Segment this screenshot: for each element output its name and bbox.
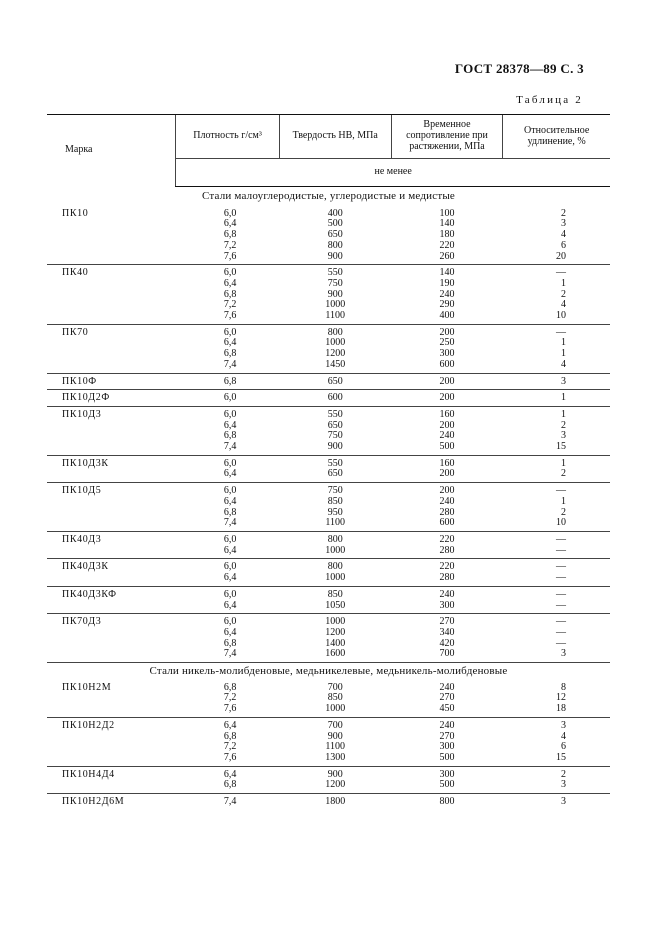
- tensile-cell: 190: [439, 277, 455, 289]
- col-header-density: Плотность г/см³: [176, 115, 279, 159]
- grade-group: [47, 680, 610, 718]
- density-cell: 6,8: [223, 288, 237, 300]
- hardness-cell: 1450: [325, 358, 346, 370]
- elongation-cell: 6: [561, 239, 566, 251]
- hardness-cell: 600: [327, 392, 343, 404]
- table-row: [47, 455, 610, 469]
- elongation-cell: 12: [556, 692, 566, 704]
- grade-group: [47, 406, 610, 455]
- density-cell: 6,0: [223, 588, 237, 600]
- tensile-cell: 240: [439, 719, 455, 731]
- density-cell: 6,0: [223, 408, 237, 420]
- tensile-cell: 240: [439, 681, 455, 693]
- elongation-cell: —: [556, 599, 566, 611]
- elongation-cell: 4: [561, 229, 566, 241]
- tensile-cell: 500: [439, 751, 455, 763]
- elongation-cell: 2: [561, 207, 566, 219]
- grade-name: ПК10Н4Д4: [62, 768, 115, 780]
- elongation-cell: 1: [561, 457, 566, 469]
- grade-name: ПК40Д3К: [62, 561, 109, 573]
- elongation-cell: 1: [561, 392, 566, 404]
- hardness-cell: 800: [327, 326, 343, 338]
- hardness-cell: 950: [327, 506, 343, 518]
- hardness-cell: 550: [327, 457, 343, 469]
- tensile-cell: 250: [439, 337, 455, 349]
- grade-name: ПК70: [62, 326, 89, 338]
- density-cell: 6,8: [223, 637, 237, 649]
- hardness-cell: 1200: [325, 348, 346, 360]
- hardness-cell: 700: [327, 681, 343, 693]
- hardness-cell: 1000: [325, 703, 346, 715]
- tensile-cell: 600: [439, 358, 455, 370]
- grade-name: ПК10Н2М: [62, 681, 112, 693]
- table-row: [47, 531, 610, 545]
- properties-table: [47, 114, 610, 810]
- table-row: [47, 373, 610, 390]
- hardness-cell: 800: [327, 239, 343, 251]
- density-cell: 6,4: [223, 599, 237, 611]
- density-cell: 6,0: [223, 561, 237, 573]
- elongation-cell: —: [556, 588, 566, 600]
- tensile-cell: 140: [439, 218, 455, 230]
- tensile-cell: 160: [439, 408, 455, 420]
- table-row: [47, 766, 610, 780]
- hardness-cell: 1800: [325, 796, 346, 808]
- tensile-cell: 400: [439, 310, 455, 322]
- elongation-cell: 4: [561, 730, 566, 742]
- grade-group: [47, 559, 610, 586]
- tensile-cell: 270: [439, 616, 455, 628]
- grade-group: [47, 483, 610, 532]
- tensile-cell: 160: [439, 457, 455, 469]
- tensile-cell: 600: [439, 517, 455, 529]
- table-row: [47, 406, 610, 420]
- density-cell: 6,4: [223, 277, 237, 289]
- hardness-cell: 500: [327, 218, 343, 230]
- tensile-cell: 300: [439, 741, 455, 753]
- grade-name: ПК10Д2Ф: [62, 392, 110, 404]
- density-cell: 7,4: [223, 648, 237, 660]
- density-cell: 6,8: [223, 375, 237, 387]
- tensile-cell: 270: [439, 730, 455, 742]
- tensile-cell: 240: [439, 430, 455, 442]
- table-row: [47, 483, 610, 497]
- hardness-cell: 1400: [325, 637, 346, 649]
- grade-name: ПК10Ф: [62, 375, 97, 387]
- hardness-cell: 850: [327, 692, 343, 704]
- tensile-cell: 300: [439, 348, 455, 360]
- density-cell: 6,0: [223, 326, 237, 338]
- elongation-cell: —: [556, 626, 566, 638]
- hardness-cell: 1000: [325, 544, 346, 556]
- elongation-cell: 3: [561, 375, 566, 387]
- elongation-cell: 3: [561, 796, 566, 808]
- density-cell: 6,4: [223, 419, 237, 431]
- hardness-cell: 900: [327, 250, 343, 262]
- grade-group: [47, 614, 610, 663]
- density-cell: 6,8: [223, 779, 237, 791]
- col-header-elongation: Относительное удлинение, %: [503, 115, 610, 159]
- hardness-cell: 750: [327, 277, 343, 289]
- tensile-cell: 500: [439, 779, 455, 791]
- elongation-cell: 4: [561, 299, 566, 311]
- grade-name: ПК40Д3: [62, 533, 102, 545]
- density-cell: 7,6: [223, 703, 237, 715]
- table-row: [47, 390, 610, 407]
- col-header-tensile: Временное сопротивление при растяжении, МПа: [391, 115, 503, 159]
- table-row: [47, 586, 610, 600]
- elongation-cell: —: [556, 267, 566, 279]
- density-cell: 6,4: [223, 495, 237, 507]
- hardness-cell: 1000: [325, 337, 346, 349]
- tensile-cell: 220: [439, 533, 455, 545]
- hardness-cell: 1600: [325, 648, 346, 660]
- grade-name: ПК10Д3К: [62, 457, 109, 469]
- density-cell: 6,8: [223, 681, 237, 693]
- elongation-cell: —: [556, 544, 566, 556]
- density-cell: 6,8: [223, 348, 237, 360]
- section-title: Стали никель-молибденовые, медьникелевые, медьникель-молибденовые: [149, 665, 508, 678]
- hardness-cell: 900: [327, 768, 343, 780]
- density-cell: 6,0: [223, 485, 237, 497]
- elongation-cell: 15: [556, 441, 566, 453]
- tensile-cell: 200: [439, 392, 455, 404]
- density-cell: 6,8: [223, 730, 237, 742]
- tensile-cell: 240: [439, 495, 455, 507]
- grade-group: [47, 586, 610, 613]
- hardness-cell: 1000: [325, 572, 346, 584]
- density-cell: 6,0: [223, 457, 237, 469]
- grade-group: [47, 265, 610, 325]
- grade-name: ПК40Д3КФ: [62, 588, 117, 600]
- elongation-cell: 1: [561, 277, 566, 289]
- hardness-cell: 750: [327, 485, 343, 497]
- tensile-cell: 100: [439, 207, 455, 219]
- grade-name: ПК70Д3: [62, 616, 102, 628]
- hardness-cell: 900: [327, 441, 343, 453]
- density-cell: 7,4: [223, 441, 237, 453]
- tensile-cell: 200: [439, 485, 455, 497]
- hardness-cell: 650: [327, 468, 343, 480]
- elongation-cell: —: [556, 561, 566, 573]
- table-caption: Таблица 2: [516, 94, 583, 106]
- hardness-cell: 800: [327, 533, 343, 545]
- tensile-cell: 280: [439, 572, 455, 584]
- section-heading-row: [47, 187, 610, 206]
- tensile-cell: 300: [439, 768, 455, 780]
- density-cell: 7,2: [223, 741, 237, 753]
- hardness-cell: 550: [327, 408, 343, 420]
- tensile-cell: 500: [439, 441, 455, 453]
- elongation-cell: 2: [561, 468, 566, 480]
- density-cell: 6,8: [223, 506, 237, 518]
- hardness-cell: 650: [327, 419, 343, 431]
- section-title: Стали малоуглеродистые, углеродистые и медистые: [201, 190, 455, 202]
- table-row: [47, 794, 610, 810]
- density-cell: 6,8: [223, 229, 237, 241]
- tensile-cell: 180: [439, 229, 455, 241]
- grade-group: [47, 455, 610, 482]
- hardness-cell: 850: [327, 588, 343, 600]
- hardness-cell: 800: [327, 561, 343, 573]
- grade-name: ПК10Д5: [62, 485, 102, 497]
- tensile-cell: 290: [439, 299, 455, 311]
- elongation-cell: 1: [561, 348, 566, 360]
- grade-group: [47, 324, 610, 373]
- elongation-cell: 3: [561, 430, 566, 442]
- tensile-cell: 700: [439, 648, 455, 660]
- elongation-cell: 6: [561, 741, 566, 753]
- density-cell: 6,0: [223, 533, 237, 545]
- grade-group: [47, 717, 610, 766]
- density-cell: 7,4: [223, 358, 237, 370]
- density-cell: 7,4: [223, 517, 237, 529]
- hardness-cell: 1000: [325, 299, 346, 311]
- elongation-cell: —: [556, 485, 566, 497]
- hardness-cell: 650: [327, 375, 343, 387]
- hardness-cell: 1050: [325, 599, 346, 611]
- grade-name: ПК10Н2Д6М: [62, 796, 125, 808]
- tensile-cell: 200: [439, 419, 455, 431]
- tensile-cell: 240: [439, 288, 455, 300]
- elongation-cell: 3: [561, 719, 566, 731]
- grade-name: ПК10: [62, 207, 89, 219]
- table-row: [47, 717, 610, 731]
- table-row: [47, 324, 610, 338]
- density-cell: 7,6: [223, 250, 237, 262]
- elongation-cell: 1: [561, 408, 566, 420]
- table-row: [47, 265, 610, 279]
- elongation-cell: 18: [556, 703, 566, 715]
- tensile-cell: 240: [439, 588, 455, 600]
- elongation-cell: 10: [556, 310, 566, 322]
- grade-group: [47, 206, 610, 265]
- section-heading-row: [47, 663, 610, 680]
- table-row: [47, 559, 610, 573]
- elongation-cell: —: [556, 326, 566, 338]
- grade-name: ПК40: [62, 267, 89, 279]
- tensile-cell: 280: [439, 506, 455, 518]
- hardness-cell: 1100: [325, 517, 346, 529]
- table-row: [47, 680, 610, 694]
- hardness-cell: 900: [327, 730, 343, 742]
- elongation-cell: 2: [561, 288, 566, 300]
- tensile-cell: 220: [439, 561, 455, 573]
- hardness-cell: 900: [327, 288, 343, 300]
- elongation-cell: —: [556, 572, 566, 584]
- hardness-cell: 550: [327, 267, 343, 279]
- elongation-cell: 2: [561, 768, 566, 780]
- density-cell: 6,4: [223, 572, 237, 584]
- elongation-cell: 20: [556, 250, 566, 262]
- density-cell: 7,2: [223, 692, 237, 704]
- elongation-cell: 15: [556, 751, 566, 763]
- density-cell: 6,0: [223, 267, 237, 279]
- grade-group: [47, 390, 610, 407]
- tensile-cell: 800: [439, 796, 455, 808]
- elongation-cell: 8: [561, 681, 566, 693]
- density-cell: 7,6: [223, 751, 237, 763]
- col-header-hardness: Твердость HB, МПа: [279, 115, 391, 159]
- grade-group: [47, 766, 610, 793]
- tensile-cell: 270: [439, 692, 455, 704]
- density-cell: 6,8: [223, 430, 237, 442]
- tensile-cell: 340: [439, 626, 455, 638]
- density-cell: 6,4: [223, 337, 237, 349]
- subheader-min: не менее: [176, 159, 610, 187]
- hardness-cell: 400: [327, 207, 343, 219]
- elongation-cell: 2: [561, 419, 566, 431]
- tensile-cell: 420: [439, 637, 455, 649]
- elongation-cell: —: [556, 533, 566, 545]
- tensile-cell: 280: [439, 544, 455, 556]
- grade-group: [47, 794, 610, 810]
- density-cell: 6,4: [223, 626, 237, 638]
- hardness-cell: 650: [327, 229, 343, 241]
- tensile-cell: 300: [439, 599, 455, 611]
- table-row: [47, 614, 610, 628]
- elongation-cell: —: [556, 637, 566, 649]
- elongation-cell: 2: [561, 506, 566, 518]
- elongation-cell: 3: [561, 218, 566, 230]
- density-cell: 7,6: [223, 310, 237, 322]
- hardness-cell: 1100: [325, 741, 346, 753]
- tensile-cell: 260: [439, 250, 455, 262]
- tensile-cell: 220: [439, 239, 455, 251]
- hardness-cell: 1200: [325, 779, 346, 791]
- density-cell: 7,4: [223, 796, 237, 808]
- elongation-cell: 1: [561, 337, 566, 349]
- grade-group: [47, 373, 610, 390]
- hardness-cell: 750: [327, 430, 343, 442]
- elongation-cell: 3: [561, 648, 566, 660]
- elongation-cell: —: [556, 616, 566, 628]
- elongation-cell: 1: [561, 495, 566, 507]
- elongation-cell: 3: [561, 779, 566, 791]
- grade-name: ПК10Д3: [62, 408, 102, 420]
- density-cell: 6,4: [223, 468, 237, 480]
- elongation-cell: 4: [561, 358, 566, 370]
- table-head: [47, 115, 610, 187]
- tensile-cell: 200: [439, 468, 455, 480]
- document-header: ГОСТ 28378—89 С. 3: [454, 61, 584, 76]
- density-cell: 6,4: [223, 218, 237, 230]
- density-cell: 6,4: [223, 768, 237, 780]
- density-cell: 6,4: [223, 719, 237, 731]
- density-cell: 7,2: [223, 239, 237, 251]
- tensile-cell: 140: [439, 267, 455, 279]
- density-cell: 6,0: [223, 392, 237, 404]
- tensile-cell: 200: [439, 326, 455, 338]
- table-row: [47, 206, 610, 220]
- tensile-cell: 450: [439, 703, 455, 715]
- hardness-cell: 1100: [325, 310, 346, 322]
- grade-group: [47, 531, 610, 558]
- elongation-cell: 10: [556, 517, 566, 529]
- density-cell: 6,0: [223, 207, 237, 219]
- col-header-grade: Марка: [47, 115, 176, 187]
- density-cell: 6,4: [223, 544, 237, 556]
- hardness-cell: 700: [327, 719, 343, 731]
- hardness-cell: 850: [327, 495, 343, 507]
- tensile-cell: 200: [439, 375, 455, 387]
- density-cell: 6,0: [223, 616, 237, 628]
- grade-name: ПК10Н2Д2: [62, 719, 115, 731]
- hardness-cell: 1200: [325, 626, 346, 638]
- hardness-cell: 1300: [325, 751, 346, 763]
- hardness-cell: 1000: [325, 616, 346, 628]
- density-cell: 7,2: [223, 299, 237, 311]
